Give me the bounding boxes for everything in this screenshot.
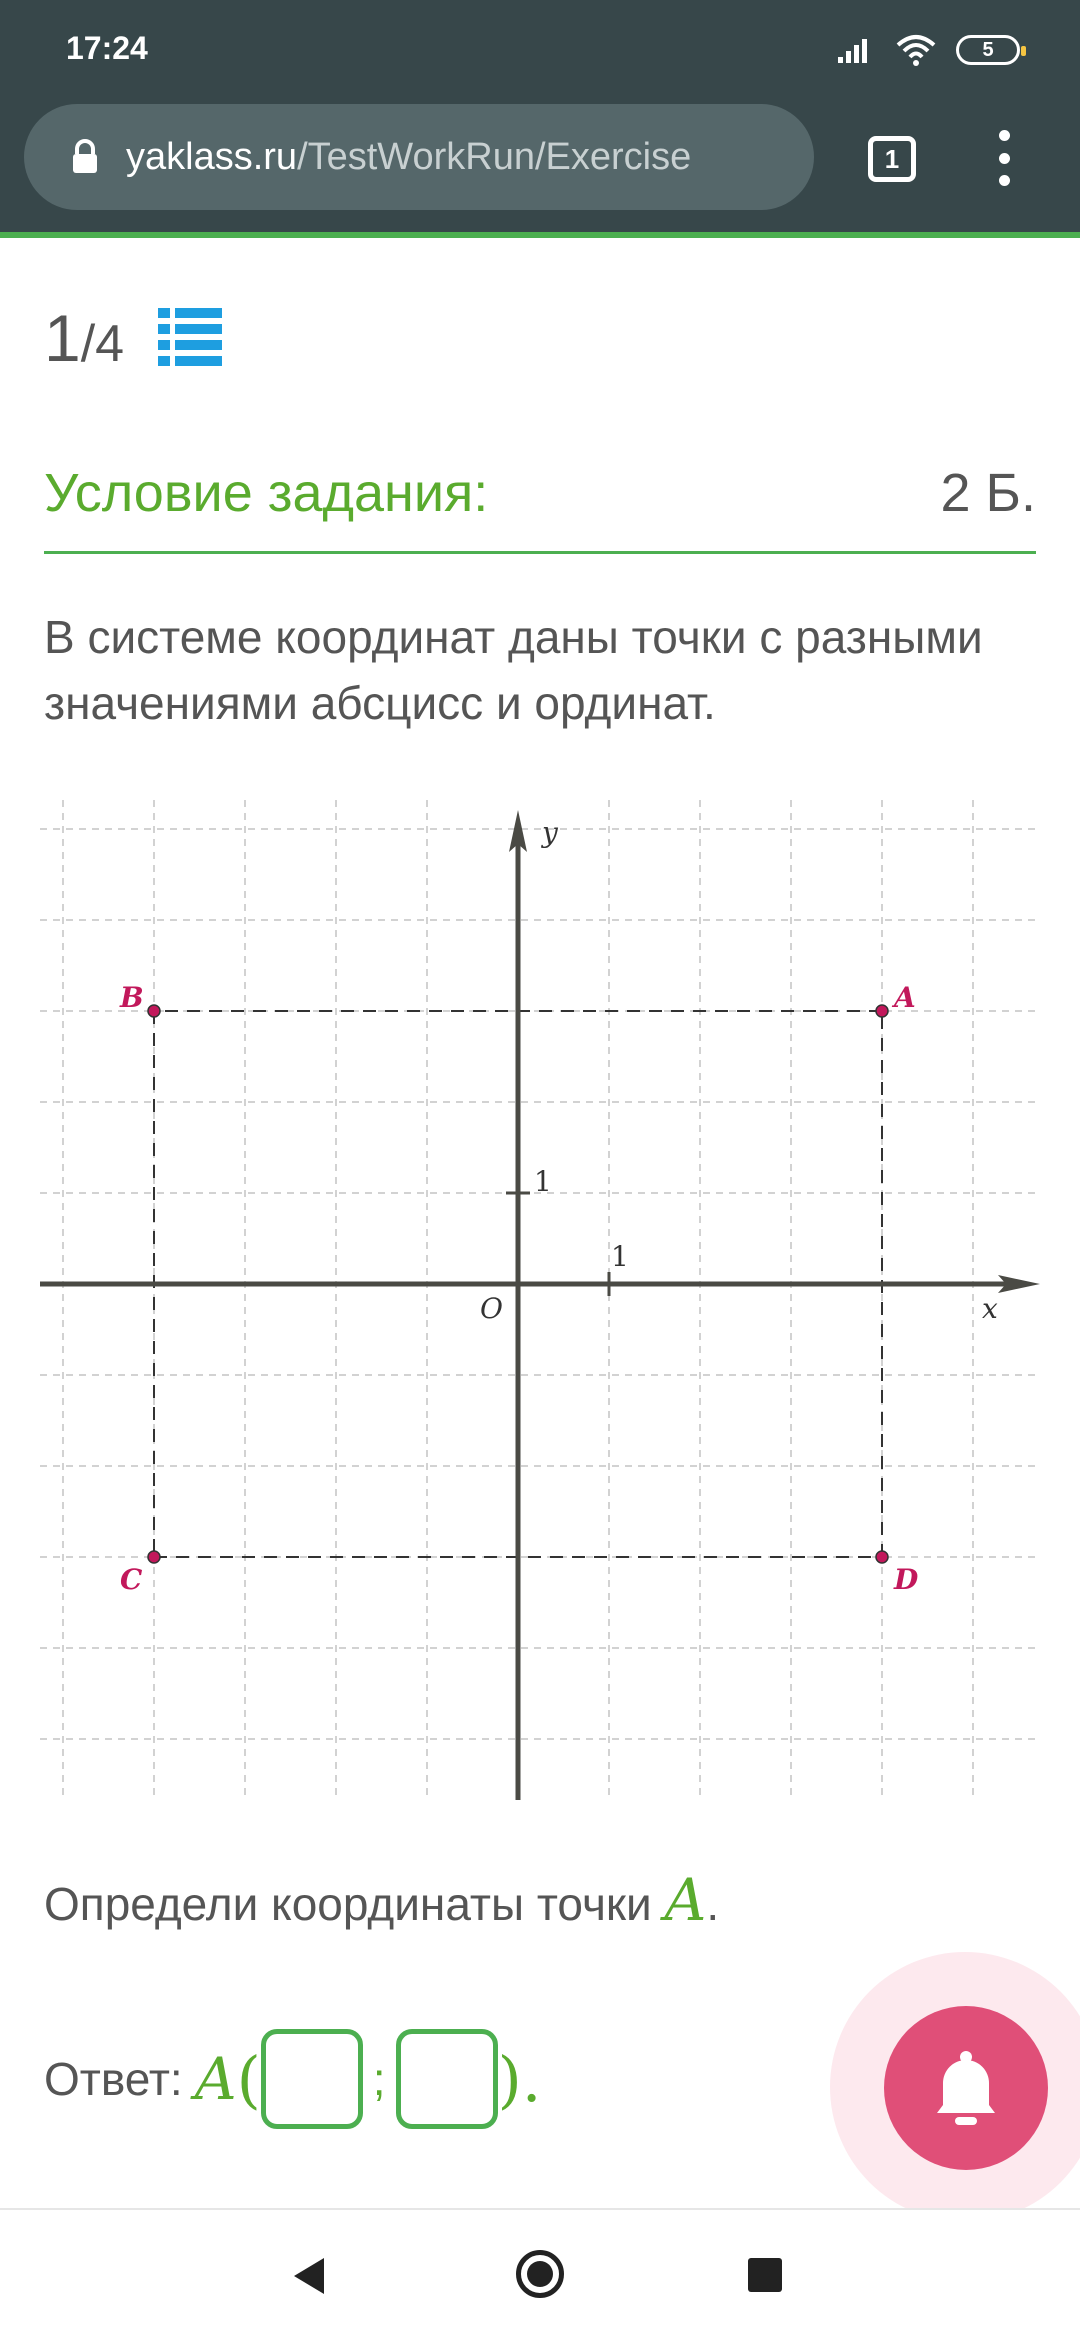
tab-switcher-button[interactable] <box>868 136 916 182</box>
list-icon[interactable] <box>158 308 222 366</box>
answer-y-input[interactable] <box>396 2029 498 2129</box>
system-nav-bar <box>0 2208 1080 2340</box>
menu-dot <box>999 153 1010 164</box>
wifi-icon <box>894 33 938 67</box>
point-A <box>876 1005 888 1017</box>
home-icon-dot <box>527 2261 553 2287</box>
origin-label: O <box>480 1292 503 1325</box>
point-D <box>876 1551 888 1563</box>
answer-point: A <box>194 2045 237 2113</box>
question-text: Определи координаты точки <box>44 1878 652 1930</box>
point-label-C: C <box>120 1563 143 1596</box>
task-header <box>44 462 1036 554</box>
home-icon[interactable] <box>516 2250 564 2298</box>
point-label-B: B <box>120 981 144 1014</box>
question-end: . <box>706 1878 720 1930</box>
address-bar[interactable] <box>24 104 814 210</box>
coordinate-plane <box>40 800 1040 1800</box>
tab-count: 1 <box>884 143 900 174</box>
lock-icon <box>70 139 100 175</box>
progress-total: /4 <box>80 315 125 373</box>
task-progress <box>44 300 124 376</box>
task-title: Условие задания: <box>44 463 489 523</box>
back-icon[interactable] <box>294 2258 324 2294</box>
browser-chrome <box>0 0 1080 232</box>
y-unit-label: 1 <box>534 1165 552 1198</box>
battery-level: 5 <box>982 38 994 61</box>
point-label-A: A <box>894 981 916 1014</box>
task-points: 2 Б. <box>940 463 1036 523</box>
answer-close-paren: ). <box>497 2042 542 2116</box>
y-axis-label: y <box>542 816 558 849</box>
status-time: 17:24 <box>66 30 148 66</box>
signal-icon <box>836 35 876 65</box>
url-text <box>126 136 691 179</box>
menu-dot <box>999 175 1010 186</box>
url-domain: yaklass.ru <box>126 135 298 178</box>
battery-icon <box>956 35 1020 65</box>
answer-label: Ответ: <box>44 2053 183 2105</box>
x-axis-label: x <box>982 1292 998 1325</box>
question-point: A <box>664 1866 707 1934</box>
task-statement: В системе координат даны точки с разными значениями абсцисс и ординат. <box>44 611 983 729</box>
question <box>44 1866 719 1934</box>
page-load-accent <box>0 232 1080 238</box>
point-label-D: D <box>894 1563 919 1596</box>
answer-row <box>44 2024 541 2134</box>
point-C <box>148 1551 160 1563</box>
menu-dot <box>999 130 1010 141</box>
answer-open-paren: ( <box>236 2042 261 2116</box>
progress-current: 1 <box>44 301 81 375</box>
answer-x-input[interactable] <box>261 2029 363 2129</box>
browser-menu-button[interactable] <box>992 130 1016 186</box>
notification-button[interactable] <box>884 2006 1048 2170</box>
url-path: /TestWorkRun/Exercise <box>297 135 692 178</box>
x-unit-label: 1 <box>611 1240 629 1273</box>
status-icons <box>836 30 1020 70</box>
bell-icon <box>921 2043 1011 2133</box>
recents-icon[interactable] <box>748 2258 782 2292</box>
point-B <box>148 1005 160 1017</box>
answer-separator: ; <box>372 2053 386 2105</box>
